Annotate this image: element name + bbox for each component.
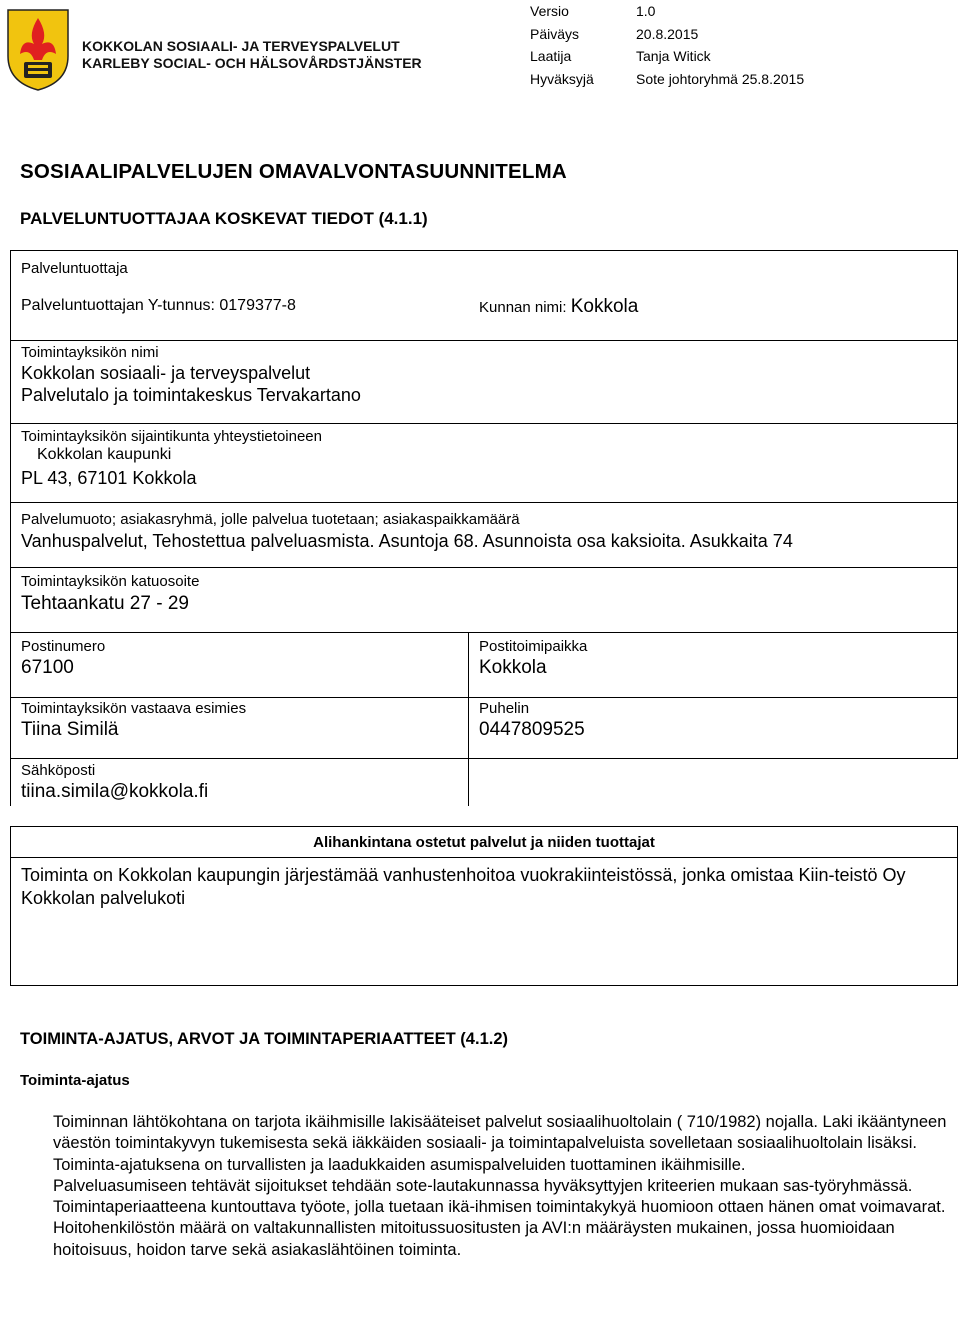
document-title: SOSIAALIPALVELUJEN OMAVALVONTASUUNNITELMA (20, 160, 567, 183)
subcontract-divider (11, 857, 957, 858)
municipality-field (479, 296, 638, 318)
manager-value: Tiina Similä (21, 719, 119, 740)
meta-key: Hyväksyjä (530, 70, 594, 87)
meta-row-author (530, 45, 804, 68)
provider-label: Palveluntuottaja (21, 260, 128, 277)
post-office-label: Postitoimipaikka (479, 638, 588, 655)
meta-value: 20.8.2015 (636, 25, 699, 42)
subcontract-text: Toiminta on Kokkolan kaupungin järjestämää vanhustenhoitoa vuokrakiinteistössä, jonka omistaa Kiin-teistö Oy Kokkolan palvelukoti (21, 865, 906, 908)
meta-key: Versio (530, 3, 569, 19)
provider-box (10, 250, 958, 341)
manager-box (10, 697, 469, 759)
ytunnus-label: Palveluntuottajan Y-tunnus: 0179377-8 (21, 297, 296, 314)
phone-box (468, 697, 958, 759)
service-box (10, 502, 958, 568)
post-office-value: Kokkola (479, 657, 547, 678)
phone-value: 0447809525 (479, 719, 585, 740)
subsection-title-mission: Toiminta-ajatus (20, 1072, 130, 1089)
logo-text-finnish: KOKKOLAN SOSIAALI- JA TERVEYSPALVELUT (82, 38, 400, 54)
unit-name-line1: Kokkolan sosiaali- ja terveyspalvelut (21, 363, 311, 383)
meta-value: Sote johtoryhmä 25.8.2015 (636, 70, 805, 87)
postal-value: 67100 (21, 657, 74, 678)
phone-label: Puhelin (479, 700, 530, 717)
paragraph: Toiminta-ajatuksena on turvallisten ja laadukkaiden asumispalveluiden tuottaminen ikäihmisille. (53, 1155, 746, 1174)
municipality-value: Kokkola (570, 296, 639, 317)
postal-box (10, 632, 469, 698)
unit-name-box (10, 340, 958, 424)
meta-row-approver (530, 68, 804, 91)
meta-value: Tanja Witick (636, 48, 711, 65)
section-title-values: TOIMINTA-AJATUS, ARVOT JA TOIMINTAPERIAATTEET (4.1.2) (20, 1030, 508, 1048)
email-label: Sähköposti (21, 762, 96, 779)
section-title-provider-info: PALVELUNTUOTTAJAA KOSKEVAT TIEDOT (4.1.1) (20, 209, 428, 228)
postal-label: Postinumero (21, 638, 106, 655)
manager-label: Toimintayksikön vastaava esimies (21, 700, 247, 717)
address-box (10, 567, 958, 633)
coat-of-arms-icon (8, 10, 68, 90)
service-value: Vanhuspalvelut, Tehostettua palveluasmista. Asuntoja 68. Asunnoista osa kaksioita. Asukkaita 74 (21, 531, 793, 551)
address-label: Toimintayksikön katuosoite (21, 573, 200, 590)
mission-text (53, 1112, 948, 1261)
location-line1: Kokkolan kaupunki (37, 446, 172, 463)
paragraph: Toiminnan lähtökohtana on tarjota ikäihmisille lakisääteiset palvelut sosiaalihuoltolain ( 710/1982) nojalla. Laki ikääntyneen väestön toimintakyvyn tukemisesta sekä iäkkäiden sosiaali- ja toimintapalveluista sovelletaan sosiaalihuoltolain lisäksi. (53, 1113, 947, 1153)
municipality-label: Kunnan nimi: (479, 299, 571, 316)
unit-name-line2: Palvelutalo ja toimintakeskus Tervakartano (21, 385, 361, 405)
meta-row-version (530, 0, 804, 23)
post-office-box (468, 632, 958, 698)
location-box (10, 423, 958, 503)
subcontract-box (10, 826, 958, 986)
document-metadata (530, 0, 804, 90)
logo-text-swedish: KARLEBY SOCIAL- OCH HÄLSOVÅRDSTJÄNSTER (82, 55, 422, 71)
location-line2: PL 43, 67101 Kokkola (21, 468, 197, 488)
email-box (10, 758, 469, 806)
paragraph: Hoitohenkilöstön määrä on valtakunnallisten mitoitussuositusten ja AVI:n määräysten mukainen, jossa huomioidaan hoitoisuus, hoidon tarve sekä asiakaslähtöinen toiminta. (53, 1219, 895, 1259)
meta-key: Laatija (530, 48, 572, 65)
meta-row-date (530, 23, 804, 46)
unit-name-label: Toimintayksikön nimi (21, 344, 159, 361)
organization-logo (4, 4, 464, 92)
paragraph: Palveluasumiseen tehtävät sijoitukset tehdään sote-lautakunnassa hyväksyttyjen kriteerien mukaan sas-työryhmässä. (53, 1176, 913, 1195)
service-label: Palvelumuoto; asiakasryhmä, jolle palvelua tuotetaan; asiakaspaikkamäärä (21, 511, 520, 528)
subcontract-heading: Alihankintana ostetut palvelut ja niiden tuottajat (313, 834, 655, 851)
location-label: Toimintayksikön sijaintikunta yhteystietoineen (21, 428, 322, 445)
paragraph: Toimintaperiaatteena kuntouttava työote, jolla tuetaan ikä-ihmisen toimintakykyä huomioon ottaen hänen omat voimavarat. (53, 1198, 946, 1217)
meta-key: Päiväys (530, 25, 580, 42)
address-value: Tehtaankatu 27 - 29 (21, 593, 189, 614)
meta-value: 1.0 (636, 3, 656, 19)
email-value: tiina.simila@kokkola.fi (21, 781, 209, 802)
